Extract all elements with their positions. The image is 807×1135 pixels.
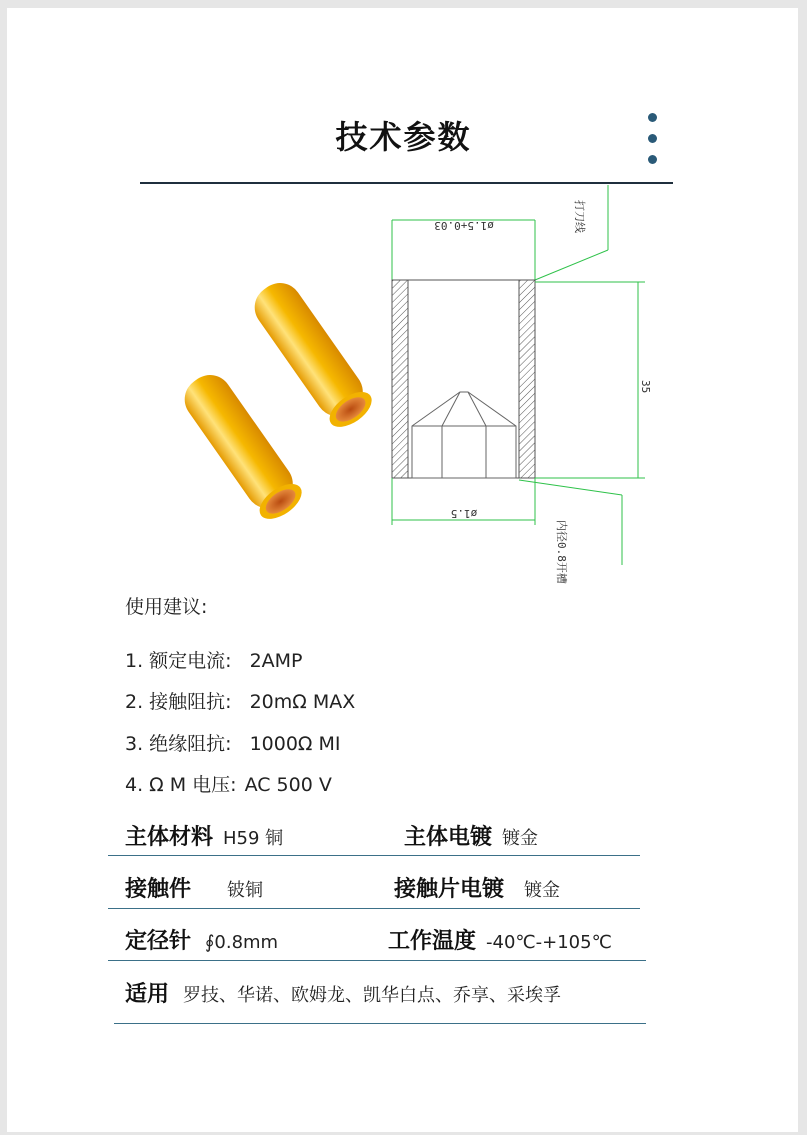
spec-value: 铍铜 [227,880,264,901]
top-dimension-label: ø1.5+0.03 [434,219,494,232]
spec-label: 主体材料 [125,825,214,850]
row-divider [108,908,640,909]
spec-body-plating [404,820,538,851]
page-title: 技术参数 [335,118,472,156]
advice-item-value: 2AMP [249,650,303,672]
row-divider [108,855,640,856]
spec-label: 接触片电镀 [394,877,505,902]
spec-label: 适用 [125,982,170,1007]
spec-temperature [388,924,612,955]
spec-value: 镀金 [524,880,561,901]
spec-body-material [125,820,283,851]
spec-pin [125,924,278,955]
advice-item [125,770,332,797]
spec-value: H59 铜 [223,828,284,849]
top-note: 打刀线 [573,200,586,233]
technical-drawing [380,180,652,584]
advice-heading: 使用建议: [125,596,208,618]
spec-application [125,977,561,1008]
advice-item [125,687,355,714]
page [7,8,798,1132]
bottom-note: 内径0.8开槽 [555,520,568,584]
spec-value: ∮0.8mm [205,932,279,953]
spec-contact [125,872,263,903]
bottom-dimension-label: ø1.5 [450,507,478,520]
advice-item-value: 1000Ω MI [249,733,341,755]
advice-item [125,729,341,756]
advice-item-value: 20mΩ MAX [249,691,356,713]
spec-label: 定径针 [125,929,192,954]
advice-item-label: 3. 绝缘阻抗: [125,733,232,755]
advice-item-label: 2. 接触阻抗: [125,691,232,713]
spec-label: 接触件 [125,877,192,902]
advice-item [125,646,303,673]
advice-item-label: 4. Ω M 电压: [125,774,237,796]
spec-label: 主体电镀 [404,825,493,850]
row-divider [114,1023,646,1024]
menu-dots-icon [648,113,657,176]
spec-label: 工作温度 [388,929,477,954]
row-divider [108,960,646,961]
advice-item-label: 1. 额定电流: [125,650,232,672]
spec-value: 罗技、华诺、欧姆龙、凯华白点、乔享、采埃孚 [183,985,562,1006]
spec-value: -40℃-+105℃ [486,932,612,953]
tube-front [176,366,308,525]
spec-contact-plating [394,872,560,903]
height-dimension-label: 35 [639,380,652,394]
spec-value: 镀金 [502,828,539,849]
advice-item-value: AC 500 V [244,774,332,796]
product-photo [130,280,350,550]
